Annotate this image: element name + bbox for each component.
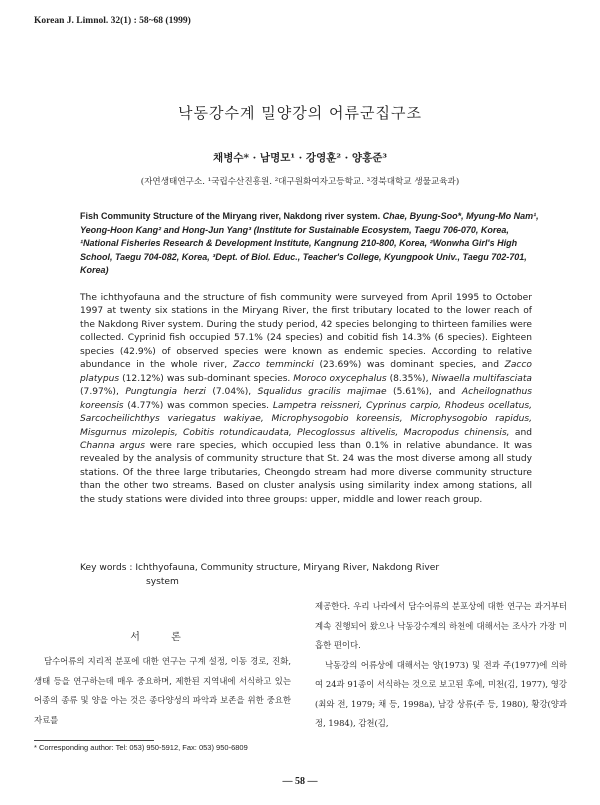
keywords-label: Key words : — [80, 563, 136, 573]
body-paragraph: 제공한다. 우리 나라에서 담수어류의 분포상에 대한 연구는 과거부터 계속 진행되어 왔으나 낙동강수계의 하천에 대해서는 조사가 가장 미흡한 편이다. — [315, 601, 567, 650]
english-title: Fish Community Structure of the Miryang river, Nakdong river system. — [80, 211, 381, 221]
abstract-text: (12.12%) was sub-dominant species. — [119, 373, 294, 384]
abstract-text: (8.35%), — [386, 373, 432, 384]
body-paragraph: 낙동강의 어류상에 대해서는 양(1973) 및 전과 주(1977)에 의하여 24과 91종이 서식하는 것으로 보고된 후에, 미천(김, 1977), 영강(최와 전, 1979; 채 등, 1998a), 남강 상류(주 등, 1980), 황강(양과 정, 1984), 감천(김, — [315, 659, 567, 728]
affiliations: (자연생태연구소. ¹국립수산진흥원. ²대구원화여자고등학교. ³경북대학교 생물교육과) — [140, 177, 460, 187]
abstract-text: The ichthyofauna and the structure of fish community were surveyed from April 1995 to October 1997 at twenty six stations in the Miryang River, the first tributary located to the lower reach of the Nakdong River system. During the study period, 42 species belonging to thirteen families were collected. Cyprinid fish occupied 57.1% (24 species) and cobitid fish 14.3% (6 species). Eighteen species (42.9%) of observed species were known as endemic species. According to relative abundance in the whole river, — [80, 293, 532, 371]
species-name: Niwaella multifasciata — [431, 373, 532, 384]
abstract-text: (7.04%), — [205, 387, 258, 398]
body-paragraph: 담수어류의 지리적 분포에 대한 연구는 구계 설정, 이동 경로, 진화, 생태 등을 연구하는데 매우 중요하며, 제한된 지역내에 서식하고 있는 어종의 종류 및 양을 아는 것은 종다양성의 파악과 보존을 위한 중요한 자료를 — [34, 656, 291, 725]
species-name: Moroco oxycephalus — [293, 373, 387, 384]
abstract-text: (7.97%), — [80, 387, 126, 398]
keywords-line1: Ichthyofauna, Community structure, Miryang River, Nakdong River — [135, 563, 440, 573]
species-name: Channa argus — [80, 440, 146, 451]
abstract-text: were rare species, which occupied less than 0.1% in relative abundance. It was revealed by the analysis of community structure that St. 24 was the most diverse among all study stations. Of the three large tributaries, Cheongdo stream had more diverse community structure than the other two streams. Based on cluster analysis using similarity index among stations, all the study stations were divided into three groups: upper, middle and lower reach group. — [80, 440, 532, 505]
species-name-list: Lampetra reissneri, Cyprinus carpio, Rhodeus ocellatus, Sarcocheilichthys variegatus wakiyae, Microphysogobio koreensis, Microphysogobio rapidus, Misgurnus mizolepis, Cobitis rotundicaudata, Plecoglossus altivelis, Macropodus chinensis, — [80, 400, 532, 438]
footnote: * Corresponding author: Tel: 053) 950-5912, Fax: 053) 950-6809 — [34, 743, 248, 752]
paper-title: 낙동강수계 밀양강의 어류군집구조 — [178, 104, 422, 122]
species-name: Pungtungia herzi — [125, 387, 206, 398]
species-name: Acheilognathus koreensis — [80, 387, 533, 411]
english-authors: Chae, Byung-Soo*, Myung-Mo Nam¹, Yeong-Hoon Kang² and Hong-Jun Yang³ (Institute for Sustainable Ecosystem, Taegu 706-070, Korea, ¹National Fisheries Research & Development Institute, Kangnung 210-800, Korea, ²Wonwha Girl's High School, Taegu 704-082, Korea, ³Dept. of Biol. Educ., Teacher's College, Kyungpook Univ., Taegu 702-701, Korea) — [80, 211, 539, 276]
abstract-text: (23.69%) was dominant species, and — [313, 360, 505, 371]
keywords-line2: system — [146, 576, 179, 587]
species-name: Squalidus gracilis majimae — [257, 387, 387, 398]
keywords — [80, 562, 540, 589]
page-number: — 58 — — [282, 776, 318, 787]
abstract-text: and — [509, 427, 533, 438]
journal-citation: Korean J. Limnol. 32(1) : 58~68 (1999) — [34, 16, 191, 26]
footnote-divider — [34, 740, 154, 741]
species-name: Zacco platypus — [80, 360, 532, 384]
abstract — [80, 292, 532, 507]
abstract-text: (4.77%) was common species. — [123, 400, 273, 411]
english-reference — [80, 210, 540, 278]
left-column — [34, 628, 291, 730]
abstract-text: (5.61%), and — [386, 387, 462, 398]
author-list: 채병수* · 남명모¹ · 강영훈² · 양홍준³ — [213, 152, 387, 164]
right-column — [315, 597, 567, 734]
species-name: Zacco temmincki — [232, 360, 314, 371]
section-heading-introduction: 서 론 — [130, 632, 195, 643]
